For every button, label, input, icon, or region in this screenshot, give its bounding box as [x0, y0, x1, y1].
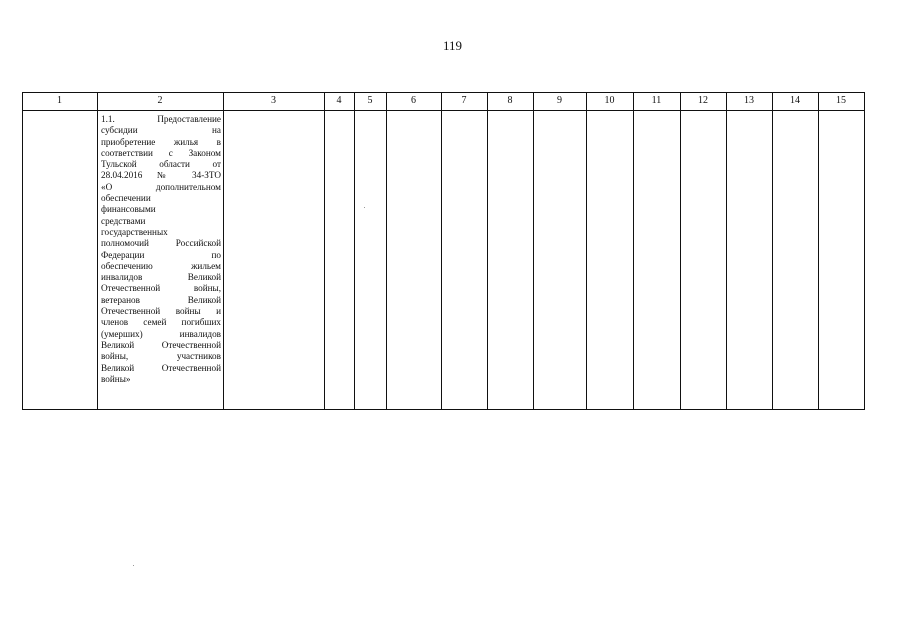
column-header-6: 6 — [411, 95, 416, 106]
column-header-4: 4 — [336, 95, 342, 106]
cell-text-line: «О дополнительном — [101, 181, 221, 192]
header-bottom-border — [22, 110, 865, 111]
column-header-9: 9 — [557, 95, 562, 106]
col-border-1 — [97, 92, 98, 410]
col-border-14 — [818, 92, 819, 410]
scan-speck — [133, 565, 134, 566]
column-header-12: 12 — [698, 95, 708, 106]
cell-text-line: субсидии на — [101, 125, 221, 136]
col-border-2 — [223, 92, 224, 410]
cell-text-line: обеспечению жильем — [101, 260, 221, 271]
col-border-10 — [633, 92, 634, 410]
col-border-11 — [680, 92, 681, 410]
column-header-1: 1 — [57, 95, 62, 106]
cell-text-line: Тульской области от — [101, 159, 221, 170]
cell-text-line: полномочий Российской — [101, 238, 221, 249]
column-header-2: 2 — [157, 95, 163, 106]
col-border-4 — [354, 92, 355, 410]
cell-text-line: приобретение жилья в — [101, 136, 221, 147]
column-header-15: 15 — [836, 95, 846, 106]
col-border-5 — [386, 92, 387, 410]
col-border-8 — [533, 92, 534, 410]
table-bottom-border — [22, 409, 865, 410]
cell-text-line: войны, участников — [101, 351, 221, 362]
cell-text-line: членов семей погибших — [101, 317, 221, 328]
col-border-6 — [441, 92, 442, 410]
cell-text-line: войны» — [101, 373, 131, 384]
cell-text-line: средствами — [101, 215, 146, 226]
col-border-3 — [324, 92, 325, 410]
cell-text-line: Великой Отечественной — [101, 362, 221, 373]
cell-text-line: финансовыми — [101, 204, 156, 215]
cell-text-line: (умерших) инвалидов — [101, 328, 221, 339]
cell-text-line: 1.1. Предоставление — [101, 114, 221, 124]
cell-text-line: Отечественной войны и — [101, 306, 221, 317]
col-border-13 — [772, 92, 773, 410]
cell-text-line: Федерации по — [101, 249, 221, 260]
cell-text-line: Отечественной войны, — [101, 283, 221, 294]
column-header-11: 11 — [651, 95, 662, 106]
column-header-13: 13 — [744, 95, 754, 106]
cell-text-line: государственных — [101, 226, 168, 237]
col-border-9 — [586, 92, 587, 410]
cell-text-line: обеспечении — [101, 193, 151, 204]
cell-text-line: 28.04.2016 № 34-ЗТО — [101, 170, 221, 181]
col-border-12 — [726, 92, 727, 410]
col-border-7 — [487, 92, 488, 410]
column-header-8: 8 — [507, 95, 513, 106]
cell-event-description — [101, 114, 221, 385]
cell-text-line: инвалидов Великой — [101, 272, 221, 283]
column-header-7: 7 — [461, 95, 467, 106]
column-header-14: 14 — [790, 95, 800, 106]
cell-text-line: соответствии с Законом — [101, 147, 221, 158]
cell-text-line: ветеранов Великой — [101, 294, 221, 305]
col-border-0 — [22, 92, 23, 410]
column-header-10: 10 — [604, 95, 615, 106]
scan-speck — [364, 207, 365, 208]
column-header-3: 3 — [271, 95, 276, 106]
table-grid — [22, 92, 865, 410]
column-header-5: 5 — [367, 95, 373, 106]
cell-text-line: Великой Отечественной — [101, 339, 221, 350]
col-border-15 — [864, 92, 865, 410]
page-number: 119 — [442, 38, 463, 53]
